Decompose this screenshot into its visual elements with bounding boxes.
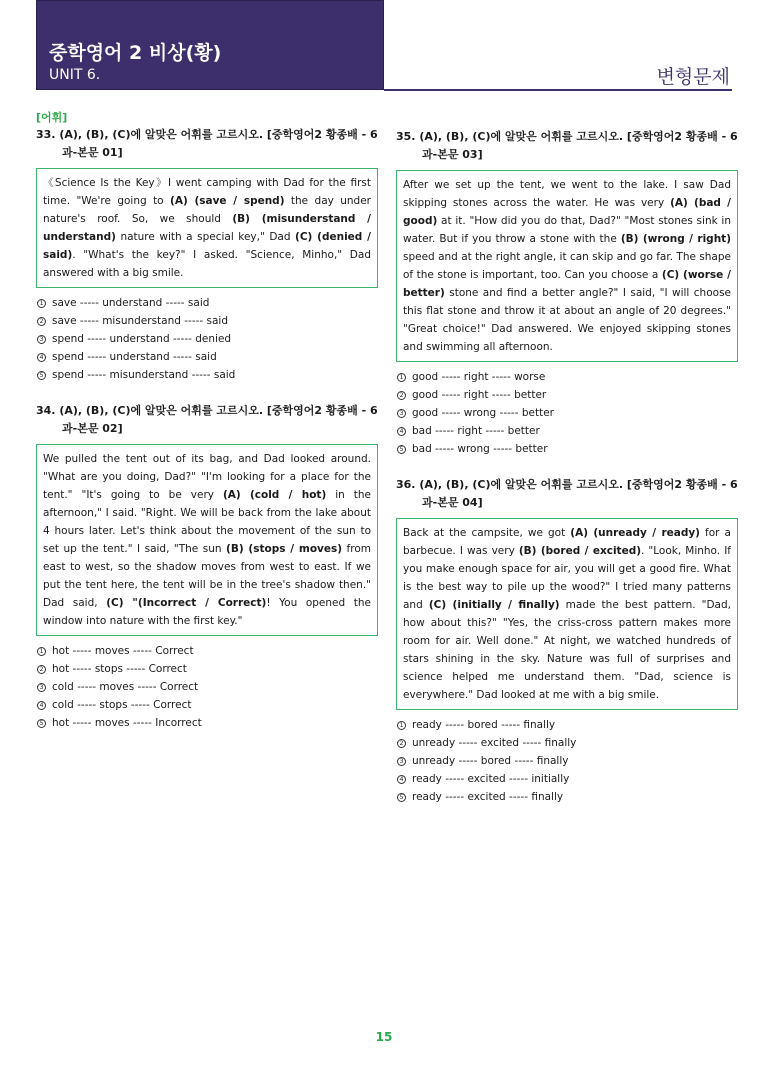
- blank-a: (A) (save / spend): [170, 195, 285, 207]
- left-column: [36, 110, 378, 750]
- option-text: cold ----- moves ----- Correct: [52, 681, 199, 693]
- option[interactable]: [36, 348, 378, 366]
- question-34-passage: We pulled the tent out of its bag, and Dad looked around. "What are you doing, Dad?" "I'm looking for a place for the tent." "It's going to be very (A) (cold / hot) in the afternoon," I said. "Right. We will be back from the lake about 4 hours later. Let's think about the movement of the sun to set up the tent." I said, "The sun (B) (stops / moves) from east to west, so the shadow moves from west to east. If we put the tent here, the tent will be in the tree's shadow then." Dad said, (C) "(Incorrect / Correct)! You opened the window into nature with the first key.": [36, 444, 378, 636]
- option[interactable]: [36, 714, 378, 732]
- option-number: 1: [397, 373, 406, 382]
- option-number: 5: [37, 371, 46, 380]
- blank-c: (C) (initially / finally): [428, 599, 560, 611]
- option-number: 2: [397, 739, 406, 748]
- option-number: 5: [397, 445, 406, 454]
- blank-b: (B) (bored / excited): [518, 545, 642, 557]
- option-number: 1: [397, 721, 406, 730]
- section-tag: [어휘]: [36, 111, 68, 124]
- blank-c: (C) "(Incorrect / Correct): [106, 597, 267, 609]
- option[interactable]: [396, 404, 738, 422]
- question-33: [36, 126, 378, 384]
- option[interactable]: [36, 678, 378, 696]
- option[interactable]: [36, 294, 378, 312]
- option[interactable]: [36, 696, 378, 714]
- question-36-options: [396, 716, 738, 806]
- page-number: 15: [375, 1030, 393, 1044]
- question-35-prompt: 35. (A), (B), (C)에 알맞은 어휘를 고르시오. [중학영어2 황종배 - 6과-본문 03]: [396, 130, 738, 161]
- option-text: bad ----- wrong ----- better: [412, 443, 548, 455]
- blank-b: (B) (stops / moves): [226, 543, 343, 555]
- option-number: 5: [37, 719, 46, 728]
- question-35-passage: After we set up the tent, we went to the lake. I saw Dad skipping stones across the water. He was very (A) (bad / good) at it. "How did you do that, Dad?" "Most stones sink in water. But if you throw a stone with the (B) (wrong / right) speed and at the right angle, it can skip and go far. The shape of the stone is important, too. Can you choose a (C) (worse / better) stone and find a better angle?" I said, "I will choose this flat stone and throw it at about an angle of 20 degrees." "Great choice!" Dad answered. We enjoyed skipping stones and swimming all afternoon.: [396, 170, 738, 362]
- option[interactable]: [396, 368, 738, 386]
- option[interactable]: [396, 734, 738, 752]
- option-number: 3: [397, 757, 406, 766]
- blank-c: (C) (worse / better): [403, 269, 731, 299]
- option-text: unready ----- bored ----- finally: [412, 755, 569, 767]
- option-number: 1: [37, 299, 46, 308]
- option-number: 4: [397, 427, 406, 436]
- question-36-passage: Back at the campsite, we got (A) (unready / ready) for a barbecue. I was very (B) (bored / excited). "Look, Minho. If you make enough space for air, you will get a good fire. What is the best way to pile up the wood?" I tried many patterns and (C) (initially / finally) made the best pattern. "Dad, how about this?" "Yes, the criss-cross pattern makes more room for air. Well done." At night, we watched hundreds of stars shining in the sky. Nature was full of surprises and science helped me understand them. "Dad, science is everywhere." Dad looked at me with a big smile.: [396, 518, 738, 710]
- option-number: 2: [37, 317, 46, 326]
- option-text: save ----- understand ----- said: [52, 297, 210, 309]
- option-text: cold ----- stops ----- Correct: [52, 699, 192, 711]
- option-number: 3: [37, 683, 46, 692]
- option-number: 2: [37, 665, 46, 674]
- question-34: [36, 402, 378, 732]
- blank-a: (A) (cold / hot): [222, 489, 327, 501]
- blank-b: (B) (wrong / right): [620, 233, 731, 245]
- blank-a: (A) (bad / good): [403, 197, 731, 227]
- option[interactable]: [396, 752, 738, 770]
- option[interactable]: [36, 312, 378, 330]
- option-text: spend ----- understand ----- said: [52, 351, 217, 363]
- option-number: 4: [37, 353, 46, 362]
- right-column: [396, 128, 738, 824]
- question-36-prompt: 36. (A), (B), (C)에 알맞은 어휘를 고르시오. [중학영어2 황종배 - 6과-본문 04]: [396, 478, 738, 509]
- header-title: 중학영어 2 비상(황): [49, 42, 222, 64]
- option[interactable]: [396, 386, 738, 404]
- option-number: 5: [397, 793, 406, 802]
- question-34-options: [36, 642, 378, 732]
- option-text: good ----- right ----- better: [412, 389, 547, 401]
- question-35-options: [396, 368, 738, 458]
- option-text: unready ----- excited ----- finally: [412, 737, 577, 749]
- header-box: [36, 0, 384, 90]
- option-text: hot ----- moves ----- Correct: [52, 645, 194, 657]
- option-text: ready ----- bored ----- finally: [412, 719, 556, 731]
- option-text: ready ----- excited ----- initially: [412, 773, 570, 785]
- question-35: [396, 128, 738, 458]
- option-number: 2: [397, 391, 406, 400]
- option-text: save ----- misunderstand ----- said: [52, 315, 229, 327]
- option[interactable]: [36, 642, 378, 660]
- blank-b: (B) (misunderstand / understand): [43, 213, 372, 243]
- option-number: 4: [397, 775, 406, 784]
- option-number: 3: [397, 409, 406, 418]
- question-33-prompt: 33. (A), (B), (C)에 알맞은 어휘를 고르시오. [중학영어2 황종배 - 6과-본문 01]: [36, 128, 378, 159]
- option-text: spend ----- misunderstand ----- said: [52, 369, 236, 381]
- question-33-passage: 《Science Is the Key》I went camping with Dad for the first time. "We're going to (A) (save / spend) the day under nature's roof. So, we should (B) (misunderstand / understand) nature with a special key," Dad (C) (denied / said). "What's the key?" I asked. "Science, Minho," Dad answered with a big smile.: [36, 168, 378, 288]
- option[interactable]: [36, 660, 378, 678]
- header-unit: UNIT 6.: [49, 67, 101, 83]
- option[interactable]: [36, 366, 378, 384]
- option-text: bad ----- right ----- better: [412, 425, 540, 437]
- header-right-title: 변형문제: [656, 66, 730, 88]
- option-text: good ----- wrong ----- better: [412, 407, 554, 419]
- option[interactable]: [396, 422, 738, 440]
- option[interactable]: [396, 716, 738, 734]
- option-text: good ----- right ----- worse: [412, 371, 546, 383]
- option-text: hot ----- stops ----- Correct: [52, 663, 187, 675]
- option-number: 4: [37, 701, 46, 710]
- option-number: 1: [37, 647, 46, 656]
- option[interactable]: [36, 330, 378, 348]
- header-divider: [384, 89, 732, 91]
- question-34-prompt: 34. (A), (B), (C)에 알맞은 어휘를 고르시오. [중학영어2 황종배 - 6과-본문 02]: [36, 404, 378, 435]
- option[interactable]: [396, 788, 738, 806]
- option-text: spend ----- understand ----- denied: [52, 333, 232, 345]
- option-number: 3: [37, 335, 46, 344]
- option-text: ready ----- excited ----- finally: [412, 791, 564, 803]
- blank-a: (A) (unready / ready): [570, 527, 700, 539]
- blank-c: (C) (denied / said): [43, 231, 371, 261]
- question-33-options: [36, 294, 378, 384]
- option-text: hot ----- moves ----- Incorrect: [52, 717, 202, 729]
- option[interactable]: [396, 440, 738, 458]
- option[interactable]: [396, 770, 738, 788]
- question-36: [396, 476, 738, 806]
